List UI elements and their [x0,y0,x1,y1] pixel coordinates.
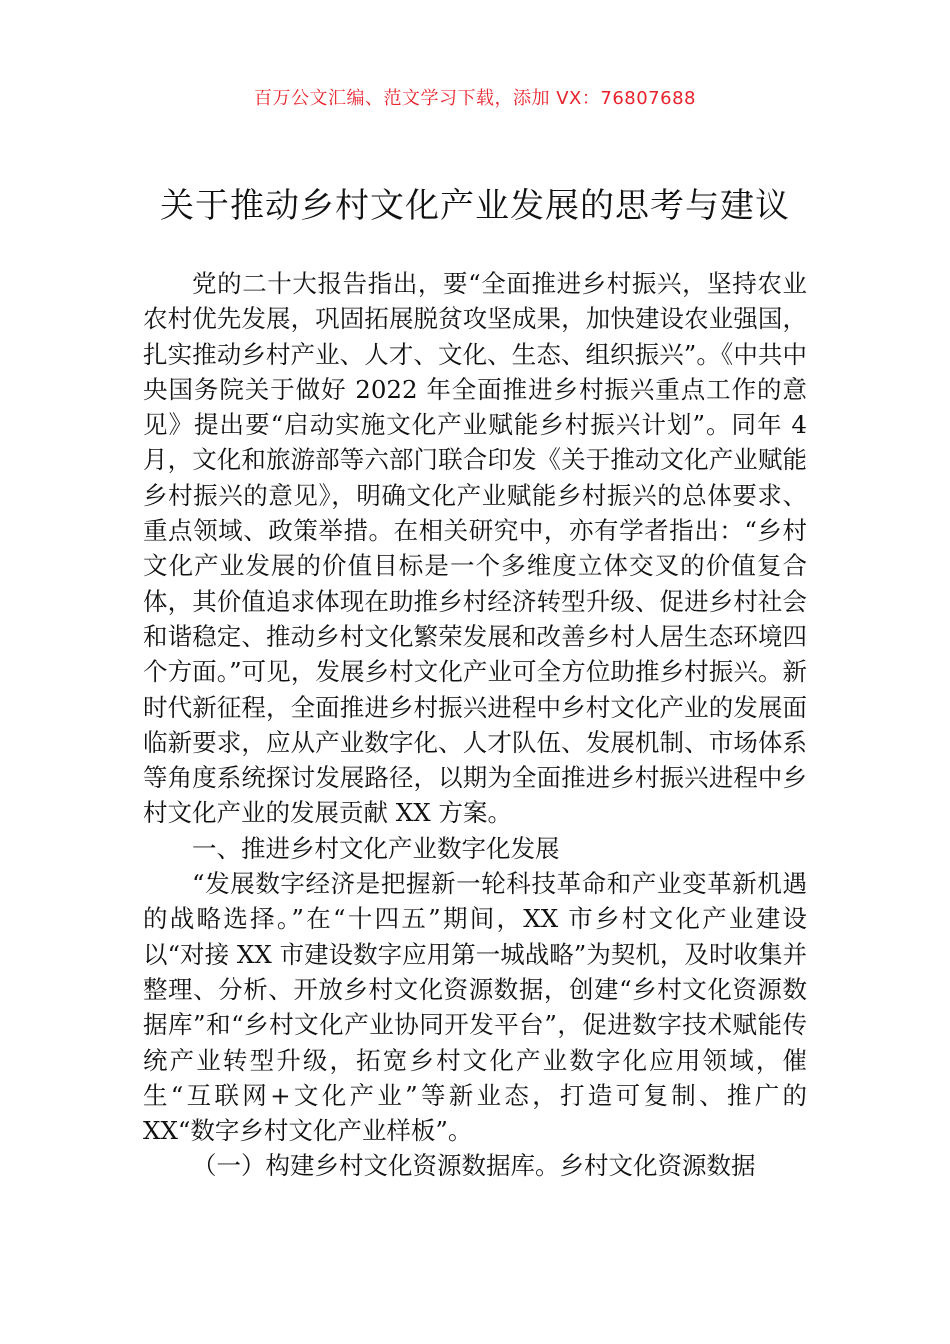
paragraph-intro: 党的二十大报告指出，要“全面推进乡村振兴，坚持农业农村优先发展，巩固拓展脱贫攻坚成果，加快建设农业强国，扎实推动乡村产业、人才、文化、生态、组织振兴”。《中共中央国务院关于做好 2022 年全面推进乡村振兴重点工作的意见》提出要“启动实施文化产业赋能乡村振兴计划”。同年 4 月，文化和旅游部等六部门联合印发《关于推动文化产业赋能乡村振兴的意见》，明确文化产业赋能乡村振兴的总体要求、重点领域、政策举措。在相关研究中，亦有学者指出：“乡村文化产业发展的价值目标是一个多维度立体交叉的价值复合体，其价值追求体现在助推乡村经济转型升级、促进乡村社会和谐稳定、推动乡村文化繁荣发展和改善乡村人居生态环境四个方面。”可见，发展乡村文化产业可全方位助推乡村振兴。新时代新征程，全面推进乡村振兴进程中乡村文化产业的发展面临新要求，应从产业数字化、人才队伍、发展机制、市场体系等角度系统探讨发展路径，以期为全面推进乡村振兴进程中乡村文化产业的发展贡献 XX 方案。 [143,269,807,828]
section-heading-1: 一、推进乡村文化产业数字化发展 [192,833,560,863]
document-title: 关于推动乡村文化产业发展的思考与建议 [160,186,790,226]
subsection-heading-1: （一）构建乡村文化资源数据库。乡村文化资源数据 [192,1151,756,1181]
watermark-text: 百万公文汇编、范文学习下载，添加 VX：76807688 [254,88,696,109]
paragraph-section-1: “发展数字经济是把握新一轮科技革命和产业变革新机遇的战略选择。”在“十四五”期间，XX 市乡村文化产业建设以“对接 XX 市建设数字应用第一城战略”为契机，及时收集并整理、分析、开放乡村文化资源数据，创建“乡村文化资源数据库”和“乡村文化产业协同开发平台”，促进数字技术赋能传统产业转型升级，拓宽乡村文化产业数字化应用领域，催生“互联网+文化产业”等新业态，打造可复制、推广的 XX“数字乡村文化产业样板”。 [143,869,807,1146]
document-body [143,266,807,1184]
